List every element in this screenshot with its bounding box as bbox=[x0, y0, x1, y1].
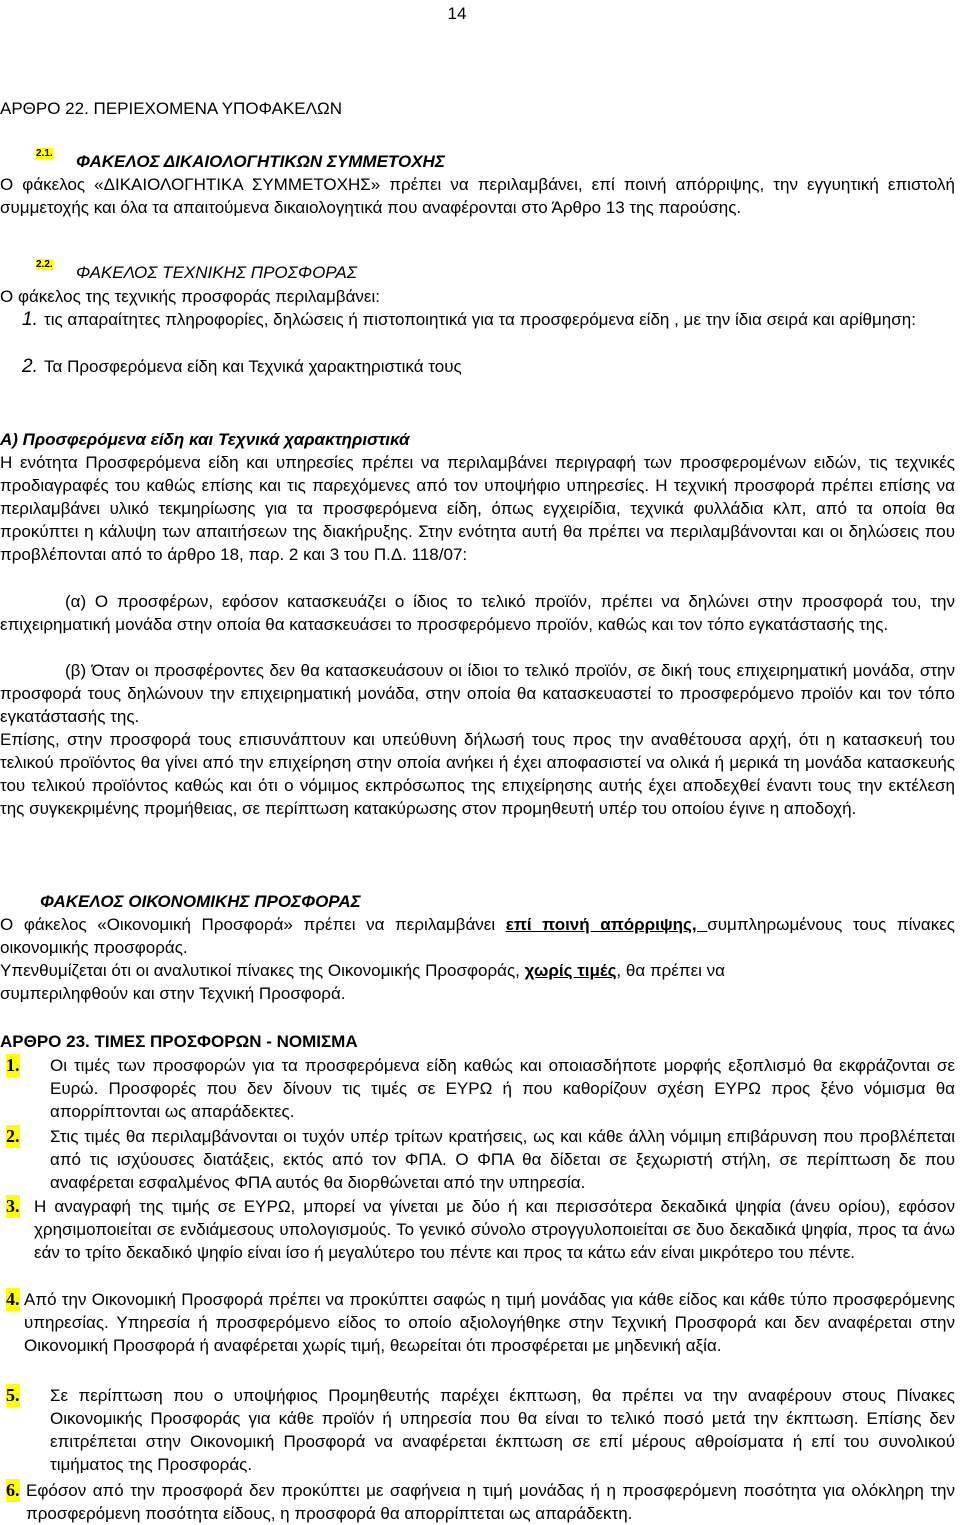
financial-offer-note-underlined: χωρίς τιμές bbox=[524, 961, 617, 980]
financial-offer-text-b: συμπληρωμένους τους πίνακες οικονομικής προσφοράς. bbox=[0, 915, 955, 957]
subsection-a-also: Επίσης, στην προσφορά τους επισυνάπτουν και υπεύθυνη δήλωσή τους προς την αναθέτουσα αρχή, ότι η κατασκευή του τελικού προϊόντος θα γίνει από την επιχείρηση στην οποία ανήκει ή έχει αποφασιστεί να ολικά ή μερικά τη μονάδα κατασκευής του τελικού προϊόντος καθώς και ότι ο νόμιμος εκπρόσωπος της επιχείρησης αυτής έχει αποδεχθεί έναντι τους την εκτέλεση της συγκεκριμένης προμήθειας, σε περίπτωση κατακύρωσης στον προμηθευτή υπέρ του οποίου έγινε η αποδοχή. bbox=[0, 730, 955, 818]
art23-item-5-number: 5. bbox=[6, 1385, 20, 1405]
art23-item-1-number: 1. bbox=[6, 1055, 20, 1075]
financial-offer-text-underlined: επί ποινή απόρριψης, bbox=[505, 915, 708, 934]
section-2-1-text: Ο φάκελος «ΔΙΚΑΙΟΛΟΓΗΤΙΚΑ ΣΥΜΜΕΤΟΧΗΣ» πρέπει να περιλαμβάνει, επί ποινή απόρριψης, την εγγυητική επιστολή συμμετοχής και όλα τα απαιτούμενα δικαιολογητικά που αναφέρονται στο Άρθρο 13 της παρούσης. bbox=[0, 175, 955, 217]
art23-item-3-number: 3. bbox=[6, 1196, 20, 1216]
subsection-a-text: Η ενότητα Προσφερόμενα είδη και υπηρεσίες πρέπει να περιλαμβάνει περιγραφή των προσφερομένων ειδών, τις τεχνικές προδιαγραφές του καθώς επίσης και τις παρεχόμενες από τον υποψήφιο υπηρεσίες. Η τεχνική προσφορά πρέπει επίσης να περιλαμβάνει υλικό τεκμηρίωσης για τα προσφερόμενα είδη, όπως εγχειρίδια, τεχνικά φυλλάδια κλπ, από τα οποία θα προκύπτει η κάλυψη των απαιτήσεων της διακήρυξης. Στην ενότητα αυτή θα πρέπει να περιλαμβάνονται και οι δηλώσεις που προβλέπονται από το άρθρο 18, παρ. 2 και 3 του Π.Δ. 118/07: bbox=[0, 453, 955, 564]
art23-item-5-text: Σε περίπτωση που ο υποψήφιος Προμηθευτής παρέχει έκπτωση, θα πρέπει να την αναφέρουν στους Πίνακες Οικονομικής Προσφοράς για κάθε προϊόν ή υπηρεσία που θα είναι το τελικό ποσό μετά την έκπτωση. Επίσης δεν επιτρέπεται στην Οικονομική Προσφορά να αναφέρεται έκπτωση σε επί μέρους αθροίσματα ή επί του συνολικού τιμήματος της Προσφοράς. bbox=[50, 1386, 955, 1474]
s22-item-2-text: Τα Προσφερόμενα είδη και Τεχνικά χαρακτηριστικά τους bbox=[44, 357, 462, 376]
page-number: 14 bbox=[447, 4, 467, 23]
art23-item-6-text: Εφόσον από την προσφορά δεν προκύπτει με σαφήνεια η τιμή μονάδας ή η προσφερόμενη ποσότητα για ολόκληρη την προσφερόμενη ποσότητα είδους, η προσφορά θα απορρίπτεται ως απαράδεκτη. bbox=[26, 1481, 955, 1523]
article-23-title: ΑΡΘΡΟ 23. ΤΙΜΕΣ ΠΡΟΣΦΟΡΩΝ - ΝΟΜΙΣΜΑ bbox=[0, 1032, 358, 1051]
s22-item-2-number: 2. bbox=[22, 356, 38, 377]
section-2-1-heading bbox=[36, 148, 445, 171]
financial-offer-note-a: Υπενθυμίζεται ότι οι αναλυτικοί πίνακες της Οικονομικής Προσφοράς, bbox=[0, 961, 525, 980]
art23-item-4-number: 4. bbox=[6, 1289, 20, 1309]
s22-item-1-text: τις απαραίτητες πληροφορίες, δηλώσεις ή πιστοποιητικά για τα προσφερόμενα είδη , με την ίδια σειρά και αρίθμηση: bbox=[44, 310, 916, 329]
art23-item-6-number: 6. bbox=[6, 1480, 20, 1500]
art23-item-3-text: Η αναγραφή της τιμής σε ΕΥΡΩ, μπορεί να γίνεται με δύο ή και περισσότερα δεκαδικά ψηφία (άνευ ορίου), εφόσον χρησιμοποιείται σε ενδιάμεσους υπολογισμούς. Το γενικό σύνολο στρογγυλοποιείται σε δυο δεκαδικά ψηφία, προς τα άνω εάν το τρίτο δεκαδικό ψηφίο είναι ίσο ή μεγαλύτερο του πέντε και προς τα κάτω εάν είναι μικρότερο του πέντε. bbox=[34, 1197, 955, 1262]
subsection-a-title: Α) Προσφερόμενα είδη και Τεχνικά χαρακτηριστικά bbox=[0, 430, 410, 449]
art23-item-2-text: Στις τιμές θα περιλαμβάνονται οι τυχόν υπέρ τρίτων κρατήσεις, ως και κάθε άλλη νόμιμη επιβάρυνση που προβλέπεται από τις ισχύουσες διατάξεις, εκτός από τον ΦΠΑ. Ο ΦΠΑ θα δίδεται σε ξεχωριστή στήλη, σε περίπτωση δε που αναφέρεται εσφαλμένος ΦΠΑ αυτός θα διορθώνεται από την υπηρεσία. bbox=[50, 1127, 955, 1192]
section-2-1-title: ΦΑΚΕΛΟΣ ΔΙΚΑΙΟΛΟΓΗΤΙΚΩΝ ΣΥΜΜΕΤΟΧΗΣ bbox=[76, 152, 445, 171]
section-2-2-title: ΦΑΚΕΛΟΣ ΤΕΧΝΙΚΗΣ ΠΡΟΣΦΟΡΑΣ bbox=[76, 263, 357, 282]
art23-item-1-text: Οι τιμές των προσφορών για τα προσφερόμενα είδη καθώς και οποιασδήποτε μορφής εξοπλισμό θα εκφράζονται σε Ευρώ. Προσφορές που δεν δίνουν τις τιμές σε ΕΥΡΩ ή που καθορίζουν σχέση ΕΥΡΩ προς ξένο νόμισμα θα απορρίπτονται ως απαράδεκτες. bbox=[50, 1056, 955, 1121]
subsection-a-beta: (β) Όταν οι προσφέροντες δεν θα κατασκευάσουν οι ίδιοι το τελικό προϊόν, σε δική τους επιχειρηματική μονάδα, στην προσφορά τους δηλώνουν την επιχειρηματική μονάδα, στην οποία θα κατασκευαστεί το προσφερόμενο προϊόν και τον τόπο εγκατάστασής της. bbox=[0, 661, 955, 726]
section-2-1-number: 2.1. bbox=[36, 148, 53, 159]
art23-item-2-number: 2. bbox=[6, 1126, 20, 1146]
section-2-2-intro: Ο φάκελος της τεχνικής προσφοράς περιλαμβάνει: bbox=[0, 287, 380, 306]
financial-offer-text-a: Ο φάκελος «Οικονομική Προσφορά» πρέπει να περιλαμβάνει bbox=[0, 915, 506, 934]
financial-offer-note-b: , θα πρέπει να συμπεριληφθούν και στην Τεχνική Προσφορά. bbox=[0, 961, 725, 1003]
financial-offer-note bbox=[0, 959, 780, 1005]
subsection-a-alpha: (α) Ο προσφέρων, εφόσον κατασκευάζει ο ίδιος το τελικό προϊόν, πρέπει να δηλώνει στην προσφορά του, την επιχειρηματική μονάδα στην οποία θα κατασκευάσει το προσφερόμενο προϊόν, καθώς και τον τόπο εγκατάστασής της. bbox=[0, 592, 955, 634]
financial-offer-title: ΦΑΚΕΛΟΣ ΟΙΚΟΝΟΜΙΚΗΣ ΠΡΟΣΦΟΡΑΣ bbox=[40, 892, 361, 911]
art23-item-4-text: Από την Οικονομική Προσφορά πρέπει να προκύπτει σαφώς η τιμή μονάδας για κάθε είδος και κάθε τύπο προσφερόμενης υπηρεσίας. Υπηρεσία ή προσφερόμενο είδος το οποίο αξιολογήθηκε στην Τεχνική Προσφορά και δεν αναφέρεται στην Οικονομική Προσφορά ή αναφέρεται χωρίς τιμή, θεωρείται ότι προσφέρεται με μηδενική αξία. bbox=[24, 1290, 955, 1355]
s22-item-1-number: 1. bbox=[22, 309, 38, 330]
section-2-2-number: 2.2. bbox=[36, 259, 53, 270]
section-2-2-heading bbox=[36, 259, 357, 282]
article-22-title: ΑΡΘΡΟ 22. ΠΕΡΙΕΧΟΜΕΝΑ ΥΠΟΦΑΚΕΛΩΝ bbox=[0, 99, 342, 118]
financial-offer-text bbox=[0, 913, 955, 959]
